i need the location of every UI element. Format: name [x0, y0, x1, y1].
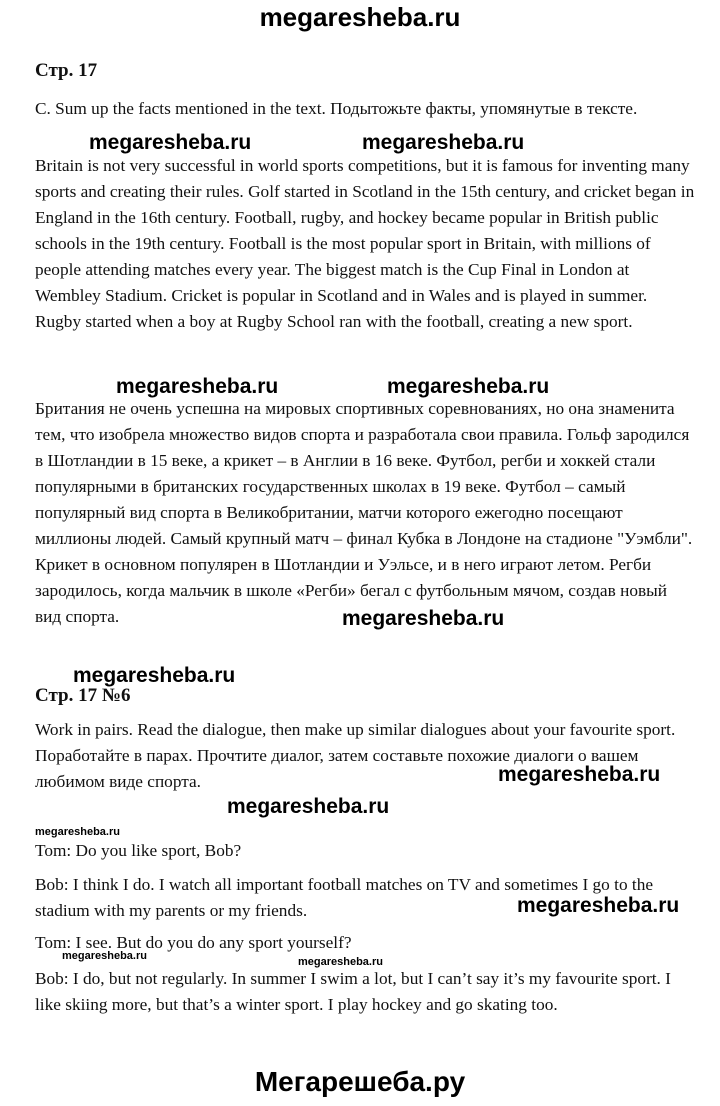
site-watermark-header[interactable]: megaresheba.ru — [259, 2, 461, 32]
russian-summary: Британия не очень успешна на мировых спортивных соревнованиях, но она знаменита тем, что изобрела множество видов спорта и разработала свои правила. Гольф зародился в Шотландии в 15 веке, а крикет – в Англии в 16 веке. Футбол, регби и хоккей стали популярными в британских государственных школах в 19 веке. Футбол – самый популярный вид спорта в Великобритании, матчи которого ежегодно посещают миллионы людей. Самый крупный матч – финал Кубка в Лондоне на стадионе "Уэмбли". Крикет в основном популярен в Шотландии и Уэльсе, и в него играют летом. Регби зародилось, когда мальчик в школе «Регби» бегал с футбольным мячом, создав новый вид спорта. — [35, 399, 693, 626]
watermark: megaresheba.ru — [89, 131, 252, 154]
dialogue-line-tom-1: Tom: Do you like sport, Bob? — [35, 841, 242, 860]
watermark: megaresheba.ru — [517, 894, 680, 917]
watermark: megaresheba.ru — [498, 763, 661, 786]
watermark: megaresheba.ru — [362, 131, 525, 154]
watermark: megaresheba.ru — [387, 375, 550, 398]
english-summary: Britain is not very successful in world sports competitions, but it is famous for inventing many sports and creating their rules. Golf started in Scotland in the 15th century, and cricket began in England in the 16th century. Football, rugby, and hockey became popular in British public schools in the 19th century. Football is the most popular sport in Britain, with millions of people attending matches every year. The biggest match is the Cup Final in London at Wembley Stadium. Cricket is popular in Scotland and in Wales and is played in summer. Rugby started when a boy at Rugby School ran with the football, creating a new sport. — [35, 156, 695, 331]
watermark: megaresheba.ru — [342, 607, 505, 630]
dialogue-line-tom-2: Tom: I see. But do you do any sport yourself? — [35, 933, 352, 952]
watermark: megaresheba.ru — [227, 795, 390, 818]
dialogue-line-bob-1: Bob: I think I do. I watch all important football matches on TV and sometimes I go to the stadium with my parents or my friends. — [35, 875, 654, 920]
exercise-heading: Стр. 17 №6 — [35, 685, 131, 706]
watermark: megaresheba.ru — [116, 375, 279, 398]
task-6-instruction: Work in pairs. Read the dialogue, then make up similar dialogues about your favourite sport. Поработайте в парах. Прочтите диалог, затем составьте похожие диалоги о вашем любимом виде спорта. — [35, 720, 676, 791]
site-watermark-footer[interactable]: Мегарешеба.ру — [254, 1066, 466, 1097]
dialogue-line-bob-2: Bob: I do, but not regularly. In summer I swim a lot, but I can’t say it’s my favourite sport. I like skiing more, but that’s a winter sport. I play hockey and go skating too. — [35, 969, 671, 1014]
watermark: megaresheba.ru — [35, 826, 120, 838]
watermark: megaresheba.ru — [62, 950, 147, 962]
watermark: megaresheba.ru — [298, 956, 383, 968]
page-heading: Стр. 17 — [35, 60, 98, 81]
watermark: megaresheba.ru — [73, 664, 236, 687]
task-c-instruction: C. Sum up the facts mentioned in the text. Подытожьте факты, упомянутые в тексте. — [35, 99, 638, 118]
